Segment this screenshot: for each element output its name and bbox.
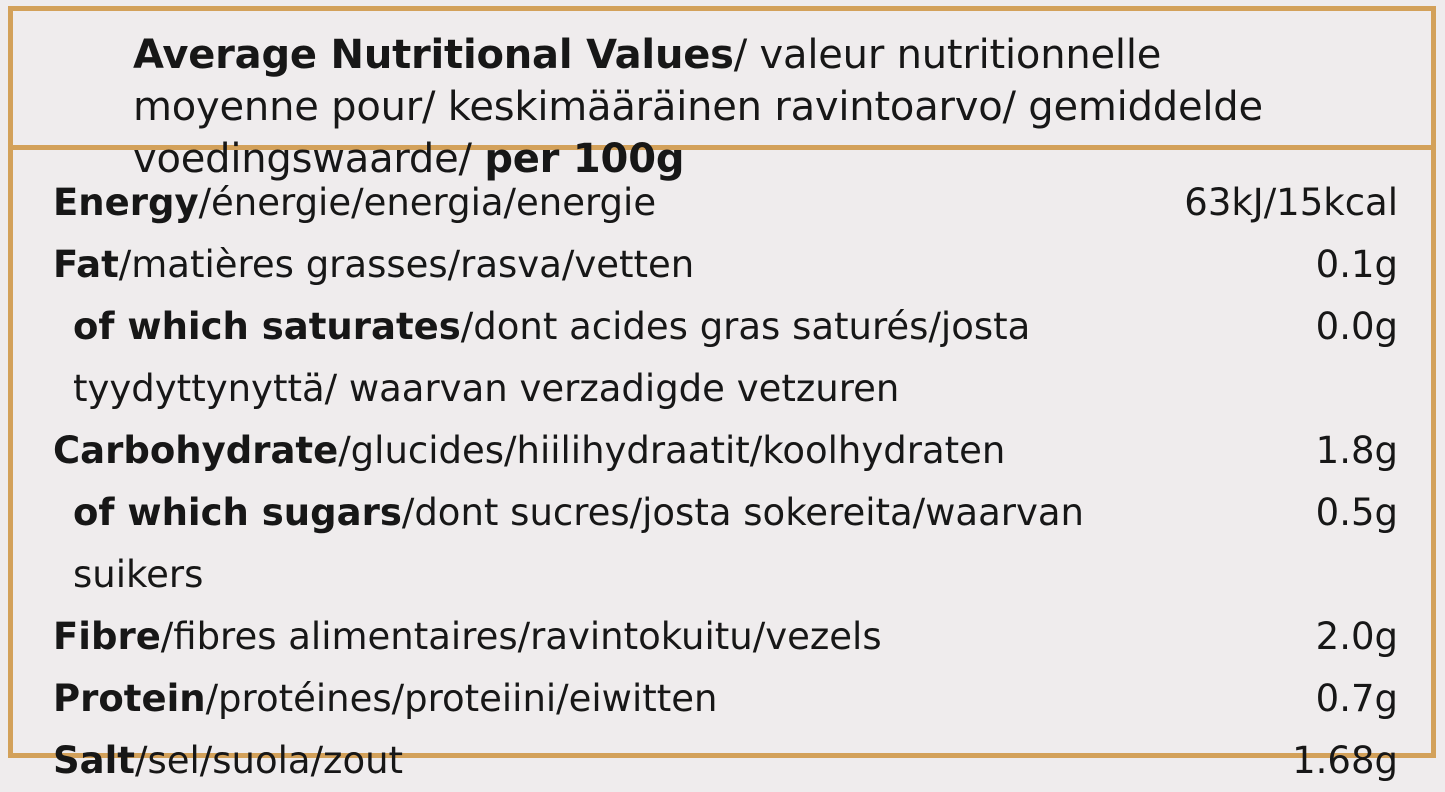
nutrition-row-value: 0.0g [1315, 305, 1398, 348]
label-header-box [8, 6, 1436, 182]
nutrition-row-value: 1.8g [1315, 429, 1398, 472]
nutrition-rows [8, 150, 1436, 782]
nutrition-row-fat [53, 234, 1406, 296]
nutrition-row-value: 2.0g [1315, 615, 1398, 658]
nutrition-row-sugars [53, 482, 1406, 606]
nutrition-row-value: 1.68g [1292, 739, 1398, 782]
nutrient-translations: /fibres alimentaires/ravintokuitu/vezels [160, 615, 882, 658]
nutrition-row-value: 0.5g [1315, 491, 1398, 534]
nutrient-name: Fat [53, 243, 119, 286]
nutrition-row-label [53, 420, 1406, 482]
nutrition-row-label [53, 482, 1406, 606]
nutrient-name: of which sugars [73, 491, 402, 534]
nutrition-row-label [53, 668, 1406, 730]
header-title-bold: Average Nutritional Values [133, 32, 734, 78]
nutrition-row-label [53, 730, 1406, 792]
nutrition-row-value: 0.7g [1315, 677, 1398, 720]
nutrient-name: Fibre [53, 615, 161, 658]
nutrient-translations: /matières grasses/rasva/vetten [118, 243, 695, 286]
nutrition-row-label [53, 296, 1406, 420]
nutrition-row-label [53, 606, 1406, 668]
nutrient-name: Protein [53, 677, 206, 720]
nutrient-name: Carbohydrate [53, 429, 339, 472]
nutrition-row-protein [53, 668, 1406, 730]
nutrient-translations: /dont acides gras saturés/josta tyydyttynyttä/ waarvan verzadigde vetzuren [73, 305, 1031, 410]
header-title-rest: / valeur nutritionnelle moyenne pour/ keskimääräinen ravintoarvo/ gemiddelde voedingswaarde/ [133, 32, 1263, 182]
nutrient-translations: /protéines/proteiini/eiwitten [205, 677, 718, 720]
nutrient-translations: /énergie/energia/energie [198, 181, 657, 224]
nutrient-translations: /dont sucres/josta sokereita/waarvan suikers [73, 491, 1084, 596]
nutrient-name: Energy [53, 181, 199, 224]
nutrient-translations: /sel/suola/zout [135, 739, 404, 782]
nutrient-name: of which saturates [73, 305, 461, 348]
nutrition-row-value: 0.1g [1315, 243, 1398, 286]
nutrition-row-salt [53, 730, 1406, 792]
nutrient-translations: /glucides/hiilihydraatit/koolhydraten [338, 429, 1006, 472]
nutrition-row-label [53, 234, 1406, 296]
nutrition-row-fibre [53, 606, 1406, 668]
nutrient-name: Salt [53, 739, 135, 782]
nutrition-row-saturates [53, 296, 1406, 420]
nutrition-row-carbohydrate [53, 420, 1406, 482]
nutrition-row-value: 63kJ/15kcal [1184, 181, 1398, 224]
header-per-amount: per 100g [484, 136, 685, 182]
nutrition-row-energy [53, 172, 1406, 234]
